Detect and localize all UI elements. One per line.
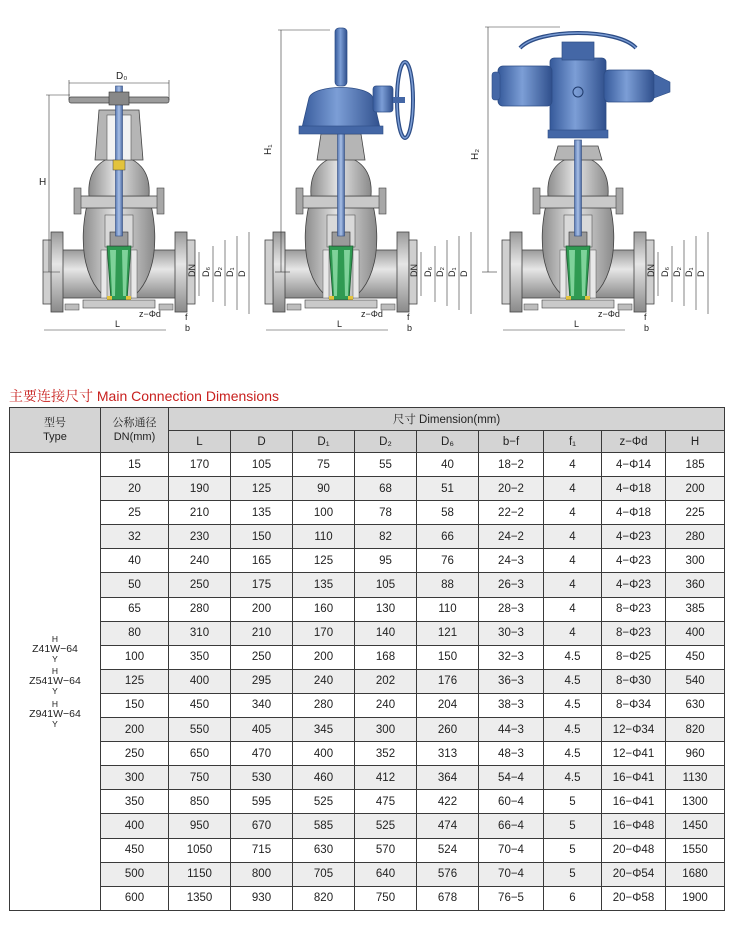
section-title: 主要连接尺寸 Main Connection Dimensions xyxy=(9,388,279,404)
value-cell: 125 xyxy=(231,477,293,501)
dn-cell: 80 xyxy=(101,621,169,645)
dn-cell: 500 xyxy=(101,862,169,886)
value-cell: 412 xyxy=(355,766,417,790)
table-row xyxy=(10,669,725,693)
value-cell: 8−Φ34 xyxy=(602,693,666,717)
value-cell: 670 xyxy=(231,814,293,838)
column-header-7: z−Φd xyxy=(602,431,666,453)
zd-label-1: z−Φd xyxy=(139,309,161,319)
value-cell: 540 xyxy=(666,669,725,693)
value-cell: 8−Φ25 xyxy=(602,645,666,669)
value-cell: 66−4 xyxy=(479,814,544,838)
value-cell: 450 xyxy=(666,645,725,669)
dim-label-2-3: D₁ xyxy=(447,267,457,277)
column-header-3: D₂ xyxy=(355,431,417,453)
value-cell: 4 xyxy=(544,501,602,525)
dim-label-1-4: D xyxy=(237,270,247,277)
value-cell: 48−3 xyxy=(479,742,544,766)
model-name: H Z941W−64 Y xyxy=(29,698,81,729)
dim-label-1-2: D₂ xyxy=(213,267,223,277)
value-cell: 475 xyxy=(355,790,417,814)
table-row xyxy=(10,862,725,886)
dn-cell: 250 xyxy=(101,742,169,766)
value-cell: 345 xyxy=(293,718,355,742)
value-cell: 4−Φ14 xyxy=(602,453,666,477)
h2-label: H₂ xyxy=(470,148,481,160)
value-cell: 4.5 xyxy=(544,742,602,766)
dim-label-1-3: D₁ xyxy=(225,267,235,277)
value-cell: 66 xyxy=(417,525,479,549)
dn-cell: 65 xyxy=(101,597,169,621)
value-cell: 105 xyxy=(231,453,293,477)
value-cell: 16−Φ48 xyxy=(602,814,666,838)
value-cell: 576 xyxy=(417,862,479,886)
value-cell: 1150 xyxy=(169,862,231,886)
value-cell: 630 xyxy=(666,693,725,717)
value-cell: 1350 xyxy=(169,886,231,910)
value-cell: 110 xyxy=(293,525,355,549)
value-cell: 165 xyxy=(231,549,293,573)
value-cell: 8−Φ30 xyxy=(602,669,666,693)
value-cell: 24−3 xyxy=(479,549,544,573)
l-label-2: L xyxy=(337,319,343,329)
value-cell: 4.5 xyxy=(544,766,602,790)
b-label-1: b xyxy=(185,323,191,333)
table-row xyxy=(10,645,725,669)
table-row xyxy=(10,477,725,501)
d0-label: D₀ xyxy=(116,71,128,82)
dn-cell: 600 xyxy=(101,886,169,910)
value-cell: 422 xyxy=(417,790,479,814)
value-cell: 160 xyxy=(293,597,355,621)
value-cell: 16−Φ41 xyxy=(602,790,666,814)
value-cell: 352 xyxy=(355,742,417,766)
table-row xyxy=(10,766,725,790)
value-cell: 20−2 xyxy=(479,477,544,501)
value-cell: 850 xyxy=(169,790,231,814)
value-cell: 200 xyxy=(666,477,725,501)
value-cell: 121 xyxy=(417,621,479,645)
column-header-5: b−f xyxy=(479,431,544,453)
table-row xyxy=(10,501,725,525)
column-header-1: D xyxy=(231,431,293,453)
value-cell: 4.5 xyxy=(544,645,602,669)
value-cell: 750 xyxy=(355,886,417,910)
value-cell: 200 xyxy=(293,645,355,669)
value-cell: 18−2 xyxy=(479,453,544,477)
value-cell: 360 xyxy=(666,573,725,597)
value-cell: 295 xyxy=(231,669,293,693)
dim-label-3-4: D xyxy=(696,270,706,277)
value-cell: 75 xyxy=(293,453,355,477)
value-cell: 230 xyxy=(169,525,231,549)
value-cell: 1300 xyxy=(666,790,725,814)
value-cell: 38−3 xyxy=(479,693,544,717)
dn-cell: 15 xyxy=(101,453,169,477)
value-cell: 82 xyxy=(355,525,417,549)
dn-cell: 20 xyxy=(101,477,169,501)
value-cell: 4−Φ23 xyxy=(602,525,666,549)
dim-label-2-0: DN xyxy=(409,264,419,277)
value-cell: 585 xyxy=(293,814,355,838)
value-cell: 55 xyxy=(355,453,417,477)
table-row xyxy=(10,814,725,838)
value-cell: 450 xyxy=(169,693,231,717)
value-cell: 960 xyxy=(666,742,725,766)
value-cell: 385 xyxy=(666,597,725,621)
value-cell: 204 xyxy=(417,693,479,717)
value-cell: 95 xyxy=(355,549,417,573)
value-cell: 1900 xyxy=(666,886,725,910)
dim-label-2-2: D₂ xyxy=(435,267,445,277)
model-type-cell xyxy=(10,453,101,911)
dn-cell: 350 xyxy=(101,790,169,814)
dim-label-3-1: D₆ xyxy=(660,266,670,277)
column-header-8: H xyxy=(666,431,725,453)
value-cell: 640 xyxy=(355,862,417,886)
value-cell: 54−4 xyxy=(479,766,544,790)
type-header: 型号 Type xyxy=(10,408,101,453)
value-cell: 820 xyxy=(293,886,355,910)
dim-label-1-0: DN xyxy=(187,264,197,277)
value-cell: 570 xyxy=(355,838,417,862)
table-row xyxy=(10,549,725,573)
model-name: H Z41W−64 Y xyxy=(32,633,78,664)
value-cell: 4.5 xyxy=(544,693,602,717)
dimension-header: 尺寸 Dimension(mm) xyxy=(169,408,725,431)
dim-label-3-3: D₁ xyxy=(684,267,694,277)
h-label: H xyxy=(39,177,47,188)
value-cell: 1450 xyxy=(666,814,725,838)
column-header-0: L xyxy=(169,431,231,453)
table-row xyxy=(10,693,725,717)
dn-cell: 450 xyxy=(101,838,169,862)
dimensions-table xyxy=(9,407,725,911)
value-cell: 44−3 xyxy=(479,718,544,742)
dn-header: 公称通径 DN(mm) xyxy=(101,408,169,453)
value-cell: 595 xyxy=(231,790,293,814)
value-cell: 950 xyxy=(169,814,231,838)
value-cell: 130 xyxy=(355,597,417,621)
value-cell: 20−Φ58 xyxy=(602,886,666,910)
dn-cell: 32 xyxy=(101,525,169,549)
l-label-3: L xyxy=(574,319,580,329)
value-cell: 20−Φ54 xyxy=(602,862,666,886)
dn-cell: 150 xyxy=(101,693,169,717)
dn-cell: 40 xyxy=(101,549,169,573)
table-row xyxy=(10,621,725,645)
dn-cell: 100 xyxy=(101,645,169,669)
value-cell: 168 xyxy=(355,645,417,669)
value-cell: 4 xyxy=(544,597,602,621)
value-cell: 240 xyxy=(355,693,417,717)
value-cell: 4 xyxy=(544,573,602,597)
value-cell: 250 xyxy=(169,573,231,597)
dim-label-2-4: D xyxy=(459,270,469,277)
value-cell: 1050 xyxy=(169,838,231,862)
value-cell: 88 xyxy=(417,573,479,597)
value-cell: 135 xyxy=(293,573,355,597)
dim-label-2-1: D₆ xyxy=(423,266,433,277)
value-cell: 170 xyxy=(293,621,355,645)
value-cell: 76 xyxy=(417,549,479,573)
value-cell: 400 xyxy=(293,742,355,766)
value-cell: 8−Φ23 xyxy=(602,597,666,621)
value-cell: 190 xyxy=(169,477,231,501)
value-cell: 250 xyxy=(231,645,293,669)
value-cell: 100 xyxy=(293,501,355,525)
value-cell: 60−4 xyxy=(479,790,544,814)
table-row xyxy=(10,573,725,597)
value-cell: 260 xyxy=(417,718,479,742)
value-cell: 4.5 xyxy=(544,669,602,693)
value-cell: 125 xyxy=(293,549,355,573)
value-cell: 5 xyxy=(544,838,602,862)
zd-label-2: z−Φd xyxy=(361,309,383,319)
value-cell: 36−3 xyxy=(479,669,544,693)
value-cell: 24−2 xyxy=(479,525,544,549)
dim-label-3-2: D₂ xyxy=(672,267,682,277)
value-cell: 4 xyxy=(544,453,602,477)
value-cell: 800 xyxy=(231,862,293,886)
electric-actuator-valve-drawing xyxy=(492,33,670,312)
value-cell: 4 xyxy=(544,549,602,573)
value-cell: 68 xyxy=(355,477,417,501)
b-label-3: b xyxy=(644,323,650,333)
value-cell: 705 xyxy=(293,862,355,886)
value-cell: 525 xyxy=(355,814,417,838)
value-cell: 32−3 xyxy=(479,645,544,669)
value-cell: 16−Φ41 xyxy=(602,766,666,790)
value-cell: 105 xyxy=(355,573,417,597)
dn-cell: 200 xyxy=(101,718,169,742)
value-cell: 175 xyxy=(231,573,293,597)
value-cell: 40 xyxy=(417,453,479,477)
h1-label: H₁ xyxy=(263,144,274,155)
value-cell: 280 xyxy=(666,525,725,549)
value-cell: 650 xyxy=(169,742,231,766)
value-cell: 300 xyxy=(666,549,725,573)
value-cell: 170 xyxy=(169,453,231,477)
value-cell: 22−2 xyxy=(479,501,544,525)
value-cell: 6 xyxy=(544,886,602,910)
value-cell: 210 xyxy=(231,621,293,645)
value-cell: 524 xyxy=(417,838,479,862)
value-cell: 240 xyxy=(169,549,231,573)
table-row xyxy=(10,886,725,910)
value-cell: 400 xyxy=(666,621,725,645)
column-header-2: D₁ xyxy=(293,431,355,453)
value-cell: 5 xyxy=(544,862,602,886)
f-label-1: f xyxy=(185,312,188,322)
value-cell: 280 xyxy=(293,693,355,717)
value-cell: 820 xyxy=(666,718,725,742)
value-cell: 4−Φ23 xyxy=(602,573,666,597)
value-cell: 4.5 xyxy=(544,718,602,742)
value-cell: 310 xyxy=(169,621,231,645)
value-cell: 5 xyxy=(544,790,602,814)
value-cell: 678 xyxy=(417,886,479,910)
zd-label-3: z−Φd xyxy=(598,309,620,319)
value-cell: 474 xyxy=(417,814,479,838)
value-cell: 70−4 xyxy=(479,862,544,886)
dim-label-3-0: DN xyxy=(646,264,656,277)
value-cell: 4 xyxy=(544,477,602,501)
value-cell: 4−Φ18 xyxy=(602,501,666,525)
value-cell: 4−Φ23 xyxy=(602,549,666,573)
table-row xyxy=(10,718,725,742)
value-cell: 70−4 xyxy=(479,838,544,862)
value-cell: 12−Φ41 xyxy=(602,742,666,766)
column-header-6: f₁ xyxy=(544,431,602,453)
dn-cell: 25 xyxy=(101,501,169,525)
value-cell: 150 xyxy=(417,645,479,669)
gear-actuator-valve-drawing xyxy=(265,28,417,312)
value-cell: 176 xyxy=(417,669,479,693)
value-cell: 350 xyxy=(169,645,231,669)
value-cell: 8−Φ23 xyxy=(602,621,666,645)
value-cell: 340 xyxy=(231,693,293,717)
f-label-3: f xyxy=(644,312,647,322)
value-cell: 630 xyxy=(293,838,355,862)
value-cell: 30−3 xyxy=(479,621,544,645)
b-label-2: b xyxy=(407,323,413,333)
value-cell: 715 xyxy=(231,838,293,862)
dim-label-1-1: D₆ xyxy=(201,266,211,277)
value-cell: 202 xyxy=(355,669,417,693)
value-cell: 225 xyxy=(666,501,725,525)
value-cell: 51 xyxy=(417,477,479,501)
value-cell: 90 xyxy=(293,477,355,501)
value-cell: 78 xyxy=(355,501,417,525)
value-cell: 470 xyxy=(231,742,293,766)
table-row xyxy=(10,453,725,477)
table-row xyxy=(10,742,725,766)
value-cell: 76−5 xyxy=(479,886,544,910)
value-cell: 240 xyxy=(293,669,355,693)
value-cell: 185 xyxy=(666,453,725,477)
dn-cell: 125 xyxy=(101,669,169,693)
value-cell: 300 xyxy=(355,718,417,742)
value-cell: 550 xyxy=(169,718,231,742)
model-name: H Z541W−64 Y xyxy=(29,666,81,697)
value-cell: 135 xyxy=(231,501,293,525)
value-cell: 26−3 xyxy=(479,573,544,597)
value-cell: 20−Φ48 xyxy=(602,838,666,862)
value-cell: 364 xyxy=(417,766,479,790)
value-cell: 210 xyxy=(169,501,231,525)
value-cell: 280 xyxy=(169,597,231,621)
dn-cell: 50 xyxy=(101,573,169,597)
value-cell: 110 xyxy=(417,597,479,621)
value-cell: 150 xyxy=(231,525,293,549)
dn-cell: 300 xyxy=(101,766,169,790)
value-cell: 58 xyxy=(417,501,479,525)
value-cell: 313 xyxy=(417,742,479,766)
value-cell: 460 xyxy=(293,766,355,790)
table-row xyxy=(10,790,725,814)
dn-cell: 400 xyxy=(101,814,169,838)
column-header-4: D₆ xyxy=(417,431,479,453)
value-cell: 750 xyxy=(169,766,231,790)
value-cell: 4−Φ18 xyxy=(602,477,666,501)
table-row xyxy=(10,597,725,621)
f-label-2: f xyxy=(407,312,410,322)
value-cell: 400 xyxy=(169,669,231,693)
value-cell: 5 xyxy=(544,814,602,838)
value-cell: 4 xyxy=(544,621,602,645)
table-row xyxy=(10,838,725,862)
value-cell: 1680 xyxy=(666,862,725,886)
value-cell: 12−Φ34 xyxy=(602,718,666,742)
value-cell: 405 xyxy=(231,718,293,742)
manual-valve-drawing xyxy=(43,86,195,312)
value-cell: 930 xyxy=(231,886,293,910)
table-row xyxy=(10,525,725,549)
value-cell: 140 xyxy=(355,621,417,645)
value-cell: 530 xyxy=(231,766,293,790)
value-cell: 200 xyxy=(231,597,293,621)
value-cell: 4 xyxy=(544,525,602,549)
value-cell: 525 xyxy=(293,790,355,814)
l-label-1: L xyxy=(115,319,121,329)
valve-drawings xyxy=(0,0,740,350)
value-cell: 28−3 xyxy=(479,597,544,621)
value-cell: 1550 xyxy=(666,838,725,862)
value-cell: 1130 xyxy=(666,766,725,790)
